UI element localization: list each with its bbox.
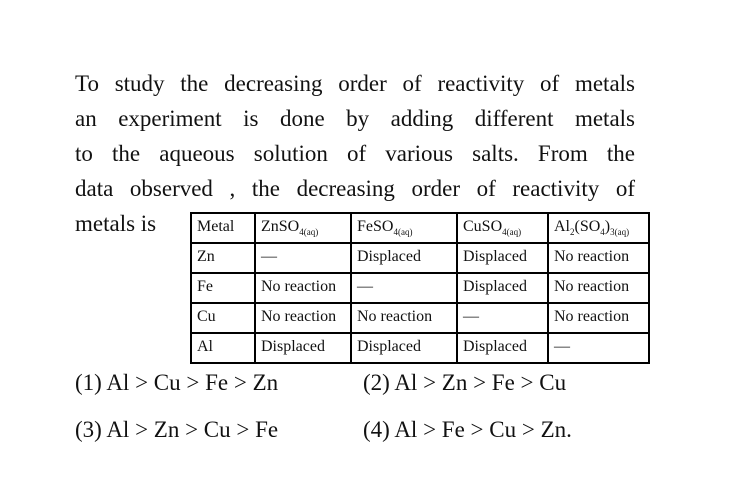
question-line-3: to the aqueous solution of various salts. From the [75,141,635,166]
table-cell: — [255,243,351,273]
option-3[interactable] [75,415,278,445]
table-row-zn [191,243,649,273]
table-cell: Al [191,333,255,363]
table-cell: No reaction [255,303,351,333]
table-header-row [191,213,649,243]
table-cell: — [457,303,548,333]
question-line-2: an experiment is done by adding different metals [75,106,635,131]
table-cell: Displaced [351,243,457,273]
header-metal: Metal [191,213,255,243]
question-line-4: data observed , the decreasing order of reactivity of [75,176,635,201]
question-line-1: To study the decreasing order of reactivity of metals [75,71,635,96]
header-al2so43: $Al_2(SO_4)_{3(aq)}$ [548,213,649,243]
header-cuso4: CuSO$_{4(aq)}$ [457,213,548,243]
table-cell: No reaction [255,273,351,303]
reactivity-table [190,212,650,364]
option-3-text: Al > Zn > Cu > Fe [106,417,279,442]
table-cell: Cu [191,303,255,333]
table-cell: No reaction [548,273,649,303]
option-1[interactable] [75,368,278,398]
question-text [75,66,635,206]
option-4-text: Al > Fe > Cu > Zn. [394,417,572,442]
table-row-fe [191,273,649,303]
table-row-cu [191,303,649,333]
option-2-text: Al > Zn > Fe > Cu [394,370,567,395]
option-4-label: (4) [363,417,390,442]
option-4[interactable] [363,415,572,445]
table-cell: — [351,273,457,303]
table-row-al [191,333,649,363]
table-cell: Displaced [351,333,457,363]
table-cell: No reaction [351,303,457,333]
table-cell: Zn [191,243,255,273]
option-2[interactable] [363,368,566,398]
option-1-label: (1) [75,370,102,395]
table-cell: No reaction [548,303,649,333]
table-cell: Displaced [457,273,548,303]
table-cell: Displaced [457,243,548,273]
option-1-text: Al > Cu > Fe > Zn [106,370,279,395]
option-3-label: (3) [75,417,102,442]
header-feso4: FeSO$_{4(aq)}$ [351,213,457,243]
table-cell: — [548,333,649,363]
option-2-label: (2) [363,370,390,395]
table-cell: No reaction [548,243,649,273]
header-znso4: ZnSO$_{4(aq)}$ [255,213,351,243]
table-cell: Displaced [255,333,351,363]
table-cell: Displaced [457,333,548,363]
question-line-5: metals is [75,211,157,236]
table-cell: Fe [191,273,255,303]
